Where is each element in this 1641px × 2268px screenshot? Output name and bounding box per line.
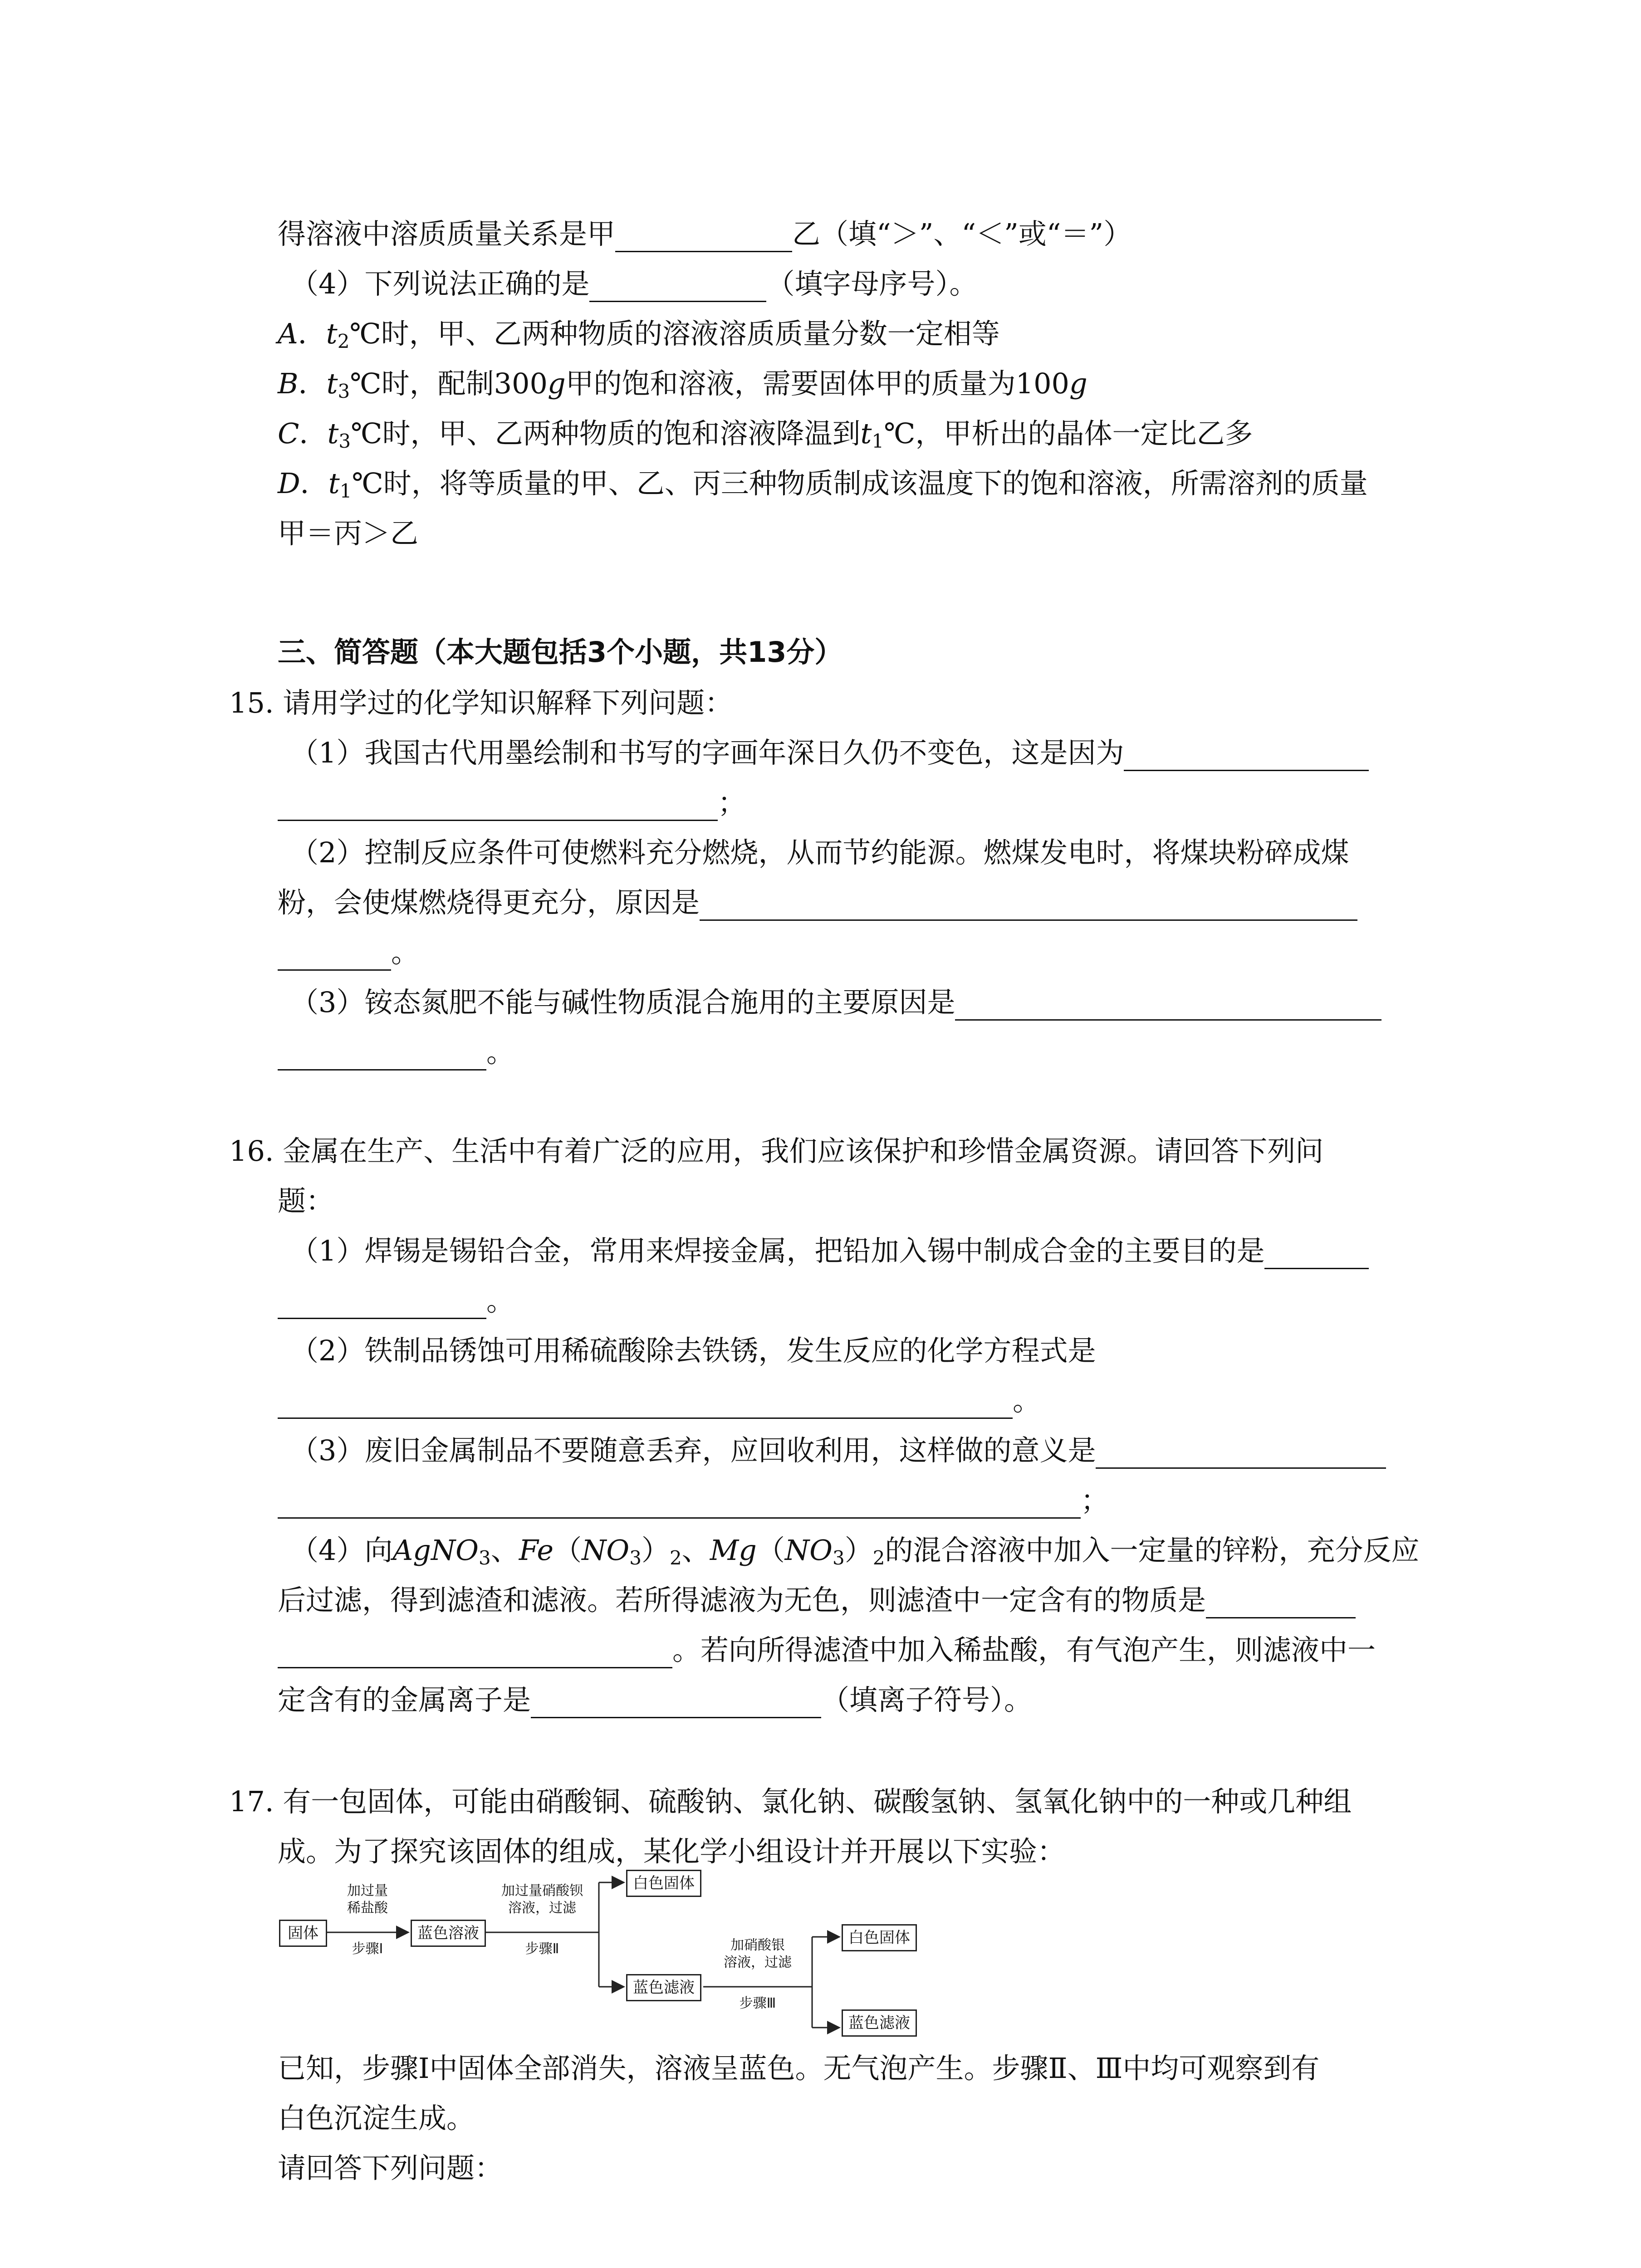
q14-part4-prompt: （4）下列说法正确的是 — [290, 267, 590, 300]
q14-text: 乙（填“＞”、“＜”或“＝”） — [792, 217, 1132, 250]
q16-text: ） — [641, 1534, 670, 1567]
option-a: A．$t_2℃$时，甲、乙两种物质的溶液溶质质量分数一定相等 — [278, 317, 1000, 352]
formula: NO — [784, 1534, 833, 1567]
q16-text: ） — [844, 1534, 873, 1567]
q16-part3 — [290, 1432, 1386, 1469]
unit-g: g — [547, 367, 566, 400]
temp-symbol: t — [327, 417, 339, 450]
step2-reagent — [490, 1882, 594, 1917]
q16-part2-end — [278, 1383, 1041, 1419]
temp-subscript: 2 — [337, 330, 350, 352]
option-letter: C — [278, 417, 299, 450]
punct: 。 — [1013, 1384, 1041, 1417]
q16-stem: 16. 金属在生产、生活中有着广泛的应用，我们应该保护和珍惜金属资源。请回答下列问 — [229, 1134, 1324, 1168]
step1-label: 步骤Ⅰ — [352, 1941, 383, 1957]
step2-reagent-line2: 溶液，过滤 — [508, 1900, 576, 1916]
q16-part4-l3 — [278, 1632, 1376, 1668]
option-letter: A — [278, 317, 298, 350]
answer-blank[interactable] — [278, 1489, 1081, 1519]
q15-part2: （2）控制反应条件可使燃料充分燃烧，从而节约能源。燃煤发电时，将煤块粉碎成煤 — [290, 836, 1349, 869]
q16-text: 定含有的金属离子是 — [278, 1683, 531, 1716]
subscript: 3 — [479, 1547, 491, 1569]
option-d: D．$t_1℃$时，将等质量的甲、乙、丙三种物质制成该温度下的饱和溶液，所需溶剂的质量 — [278, 467, 1368, 502]
q16-part1 — [290, 1233, 1369, 1269]
subscript: 3 — [832, 1547, 845, 1569]
q16-part3-text: （3）废旧金属制品不要随意丢弃，应回收利用，这样做的意义是 — [290, 1434, 1096, 1467]
punct: 。 — [486, 1036, 515, 1069]
step3-reagent-line2: 溶液，过滤 — [724, 1955, 792, 1970]
answer-blank[interactable] — [1206, 1589, 1356, 1618]
q16-text: （ — [554, 1534, 582, 1567]
box-blue-filtrate-2: 蓝色滤液 — [842, 2009, 917, 2037]
box-blue-filtrate-1: 蓝色滤液 — [626, 1974, 701, 2001]
option-text: 甲＝丙＞乙 — [278, 517, 419, 550]
q16-text: （ — [756, 1534, 785, 1567]
subscript: 2 — [872, 1547, 885, 1569]
unit-g: g — [1069, 367, 1087, 400]
q14-part4 — [290, 266, 977, 302]
answer-blank[interactable] — [278, 1041, 486, 1070]
q16-text: 的混合溶液中加入一定量的锌粉，充分反应 — [885, 1534, 1420, 1567]
q16-text: 、 — [681, 1534, 710, 1567]
q15-stem: 15. 请用学过的化学知识解释下列问题： — [229, 686, 733, 719]
step1-reagent — [333, 1882, 402, 1917]
experiment-flowchart — [277, 1864, 980, 2037]
option-b: B．$t_3℃$时，配制300g甲的饱和溶液，需要固体甲的质量为100g — [278, 367, 1087, 402]
q16-text: 。若向所得滤渣中加入稀盐酸，有气泡产生，则滤液中一 — [672, 1633, 1376, 1667]
step2-label: 步骤Ⅱ — [525, 1941, 559, 1957]
step3-reagent-line1: 加硝酸银 — [730, 1937, 785, 1953]
box-blue-solution: 蓝色溶液 — [411, 1920, 486, 1947]
q15-part2-end — [278, 934, 419, 971]
answer-blank[interactable] — [278, 1290, 486, 1319]
option-d-cont — [278, 515, 418, 552]
q15-part2-text: 粉，会使煤燃烧得更充分，原因是 — [278, 886, 700, 919]
temp-subscript: 1 — [339, 480, 352, 502]
q16-text: 后过滤，得到滤渣和滤液。若所得滤液为无色，则滤渣中一定含有的物质是 — [278, 1584, 1206, 1617]
temp-symbol: t — [326, 367, 338, 400]
answer-blank[interactable] — [531, 1689, 821, 1718]
answer-blank[interactable] — [589, 273, 766, 302]
box-white-solid-1: 白色固体 — [626, 1870, 701, 1897]
q15-part3 — [290, 984, 1381, 1021]
step3-label: 步骤Ⅲ — [739, 1995, 776, 2011]
option-text: ℃时，甲、乙两种物质的溶液溶质质量分数一定相等 — [349, 317, 1000, 350]
step1-reagent-line2: 稀盐酸 — [347, 1900, 388, 1916]
q16-stem-cont: 题： — [278, 1184, 334, 1217]
q16-part1-end — [278, 1283, 514, 1319]
q17-known-cont: 白色沉淀生成。 — [278, 2102, 475, 2135]
q16-part2: （2）铁制品锈蚀可用稀硫酸除去铁锈，发生反应的化学方程式是 — [290, 1334, 1096, 1367]
q16-text: （填离子符号）。 — [821, 1683, 1033, 1716]
option-letter: D — [278, 467, 300, 500]
option-letter: B — [278, 367, 299, 400]
q17-stem-cont: 成。为了探究该固体的组成，某化学小组设计并开展以下实验： — [278, 1835, 1066, 1868]
option-text: ℃时，配制300 — [350, 367, 548, 400]
temp-symbol: t — [860, 417, 872, 450]
punct: 。 — [486, 1284, 515, 1317]
q16-text: （4）向 — [290, 1534, 393, 1567]
box-white-solid-2: 白色固体 — [842, 1924, 917, 1951]
subscript: 2 — [669, 1547, 682, 1569]
q15-part2-cont — [278, 885, 1357, 921]
option-c: C．$t_3℃$时，甲、乙两种物质的饱和溶液降温到$t_1℃$，甲析出的晶体一定比乙多 — [278, 417, 1253, 452]
answer-blank[interactable] — [278, 1389, 1013, 1419]
q15-part3-end — [278, 1034, 514, 1070]
formula: Fe — [519, 1534, 554, 1567]
q16-part3-end — [278, 1482, 1109, 1519]
q17-known: 已知，步骤Ⅰ中固体全部消失，溶液呈蓝色。无气泡产生。步骤Ⅱ、Ⅲ中均可观察到有 — [278, 2052, 1320, 2085]
temp-subscript: 3 — [338, 380, 350, 402]
answer-blank[interactable] — [615, 223, 792, 252]
q17-stem: 17. 有一包固体，可能由硝酸铜、硫酸钠、氯化钠、碳酸氢钠、氢氧化钠中的一种或几种组 — [229, 1785, 1352, 1818]
temp-subscript: 1 — [872, 430, 884, 452]
q14-line-1 — [278, 216, 1132, 252]
answer-blank[interactable] — [955, 991, 1381, 1021]
section-heading: 三、简答题（本大题包括3个小题，共13分） — [278, 635, 843, 669]
option-text: ℃，甲析出的晶体一定比乙多 — [884, 417, 1253, 450]
answer-blank[interactable] — [278, 941, 391, 971]
answer-blank[interactable] — [1264, 1240, 1369, 1269]
q15-part1-text: （1）我国古代用墨绘制和书写的字画年深日久仍不变色，这是因为 — [290, 736, 1124, 769]
punct: ； — [1081, 1484, 1109, 1517]
temp-subscript: 3 — [338, 430, 351, 452]
option-text: ℃时，将等质量的甲、乙、丙三种物质制成该温度下的饱和溶液，所需溶剂的质量 — [352, 467, 1368, 500]
q15-part1-cont — [278, 785, 746, 821]
q14-text: 得溶液中溶质质量关系是甲 — [278, 217, 616, 250]
q16-part1-text: （1）焊锡是锡铅合金，常用来焊接金属，把铅加入锡中制成合金的主要目的是 — [290, 1234, 1265, 1267]
step3-reagent — [708, 1937, 808, 1971]
step2-reagent-line1: 加过量硝酸钡 — [501, 1883, 583, 1899]
q15-part3-text: （3）铵态氮肥不能与碱性物质混合施用的主要原因是 — [290, 986, 955, 1019]
temp-symbol: t — [326, 317, 338, 350]
answer-blank[interactable] — [1096, 1439, 1386, 1469]
q14-part4-note: （填字母序号）。 — [766, 267, 978, 300]
punct: 。 — [391, 936, 420, 969]
box-solid: 固体 — [279, 1920, 327, 1947]
option-text: 甲的饱和溶液，需要固体甲的质量为100 — [565, 367, 1069, 400]
q17-ask: 请回答下列问题： — [278, 2151, 503, 2185]
formula: Mg — [710, 1534, 757, 1567]
q16-part4-l4 — [278, 1682, 1032, 1718]
answer-blank[interactable] — [700, 891, 1357, 921]
answer-blank[interactable] — [1124, 742, 1369, 771]
option-text: ℃时，甲、乙两种物质的饱和溶液降温到 — [351, 417, 861, 450]
q15-part1 — [290, 735, 1369, 771]
q16-part4-l2 — [278, 1582, 1356, 1618]
answer-blank[interactable] — [278, 792, 718, 821]
subscript: 3 — [629, 1547, 642, 1569]
answer-blank[interactable] — [278, 1639, 672, 1668]
step1-reagent-line1: 加过量 — [347, 1883, 388, 1899]
formula: AgNO — [392, 1534, 479, 1567]
temp-symbol: t — [328, 467, 340, 500]
q16-part4 — [290, 1532, 1419, 1569]
q16-text: 、 — [490, 1534, 519, 1567]
punct: ； — [718, 786, 746, 819]
formula: NO — [582, 1534, 630, 1567]
